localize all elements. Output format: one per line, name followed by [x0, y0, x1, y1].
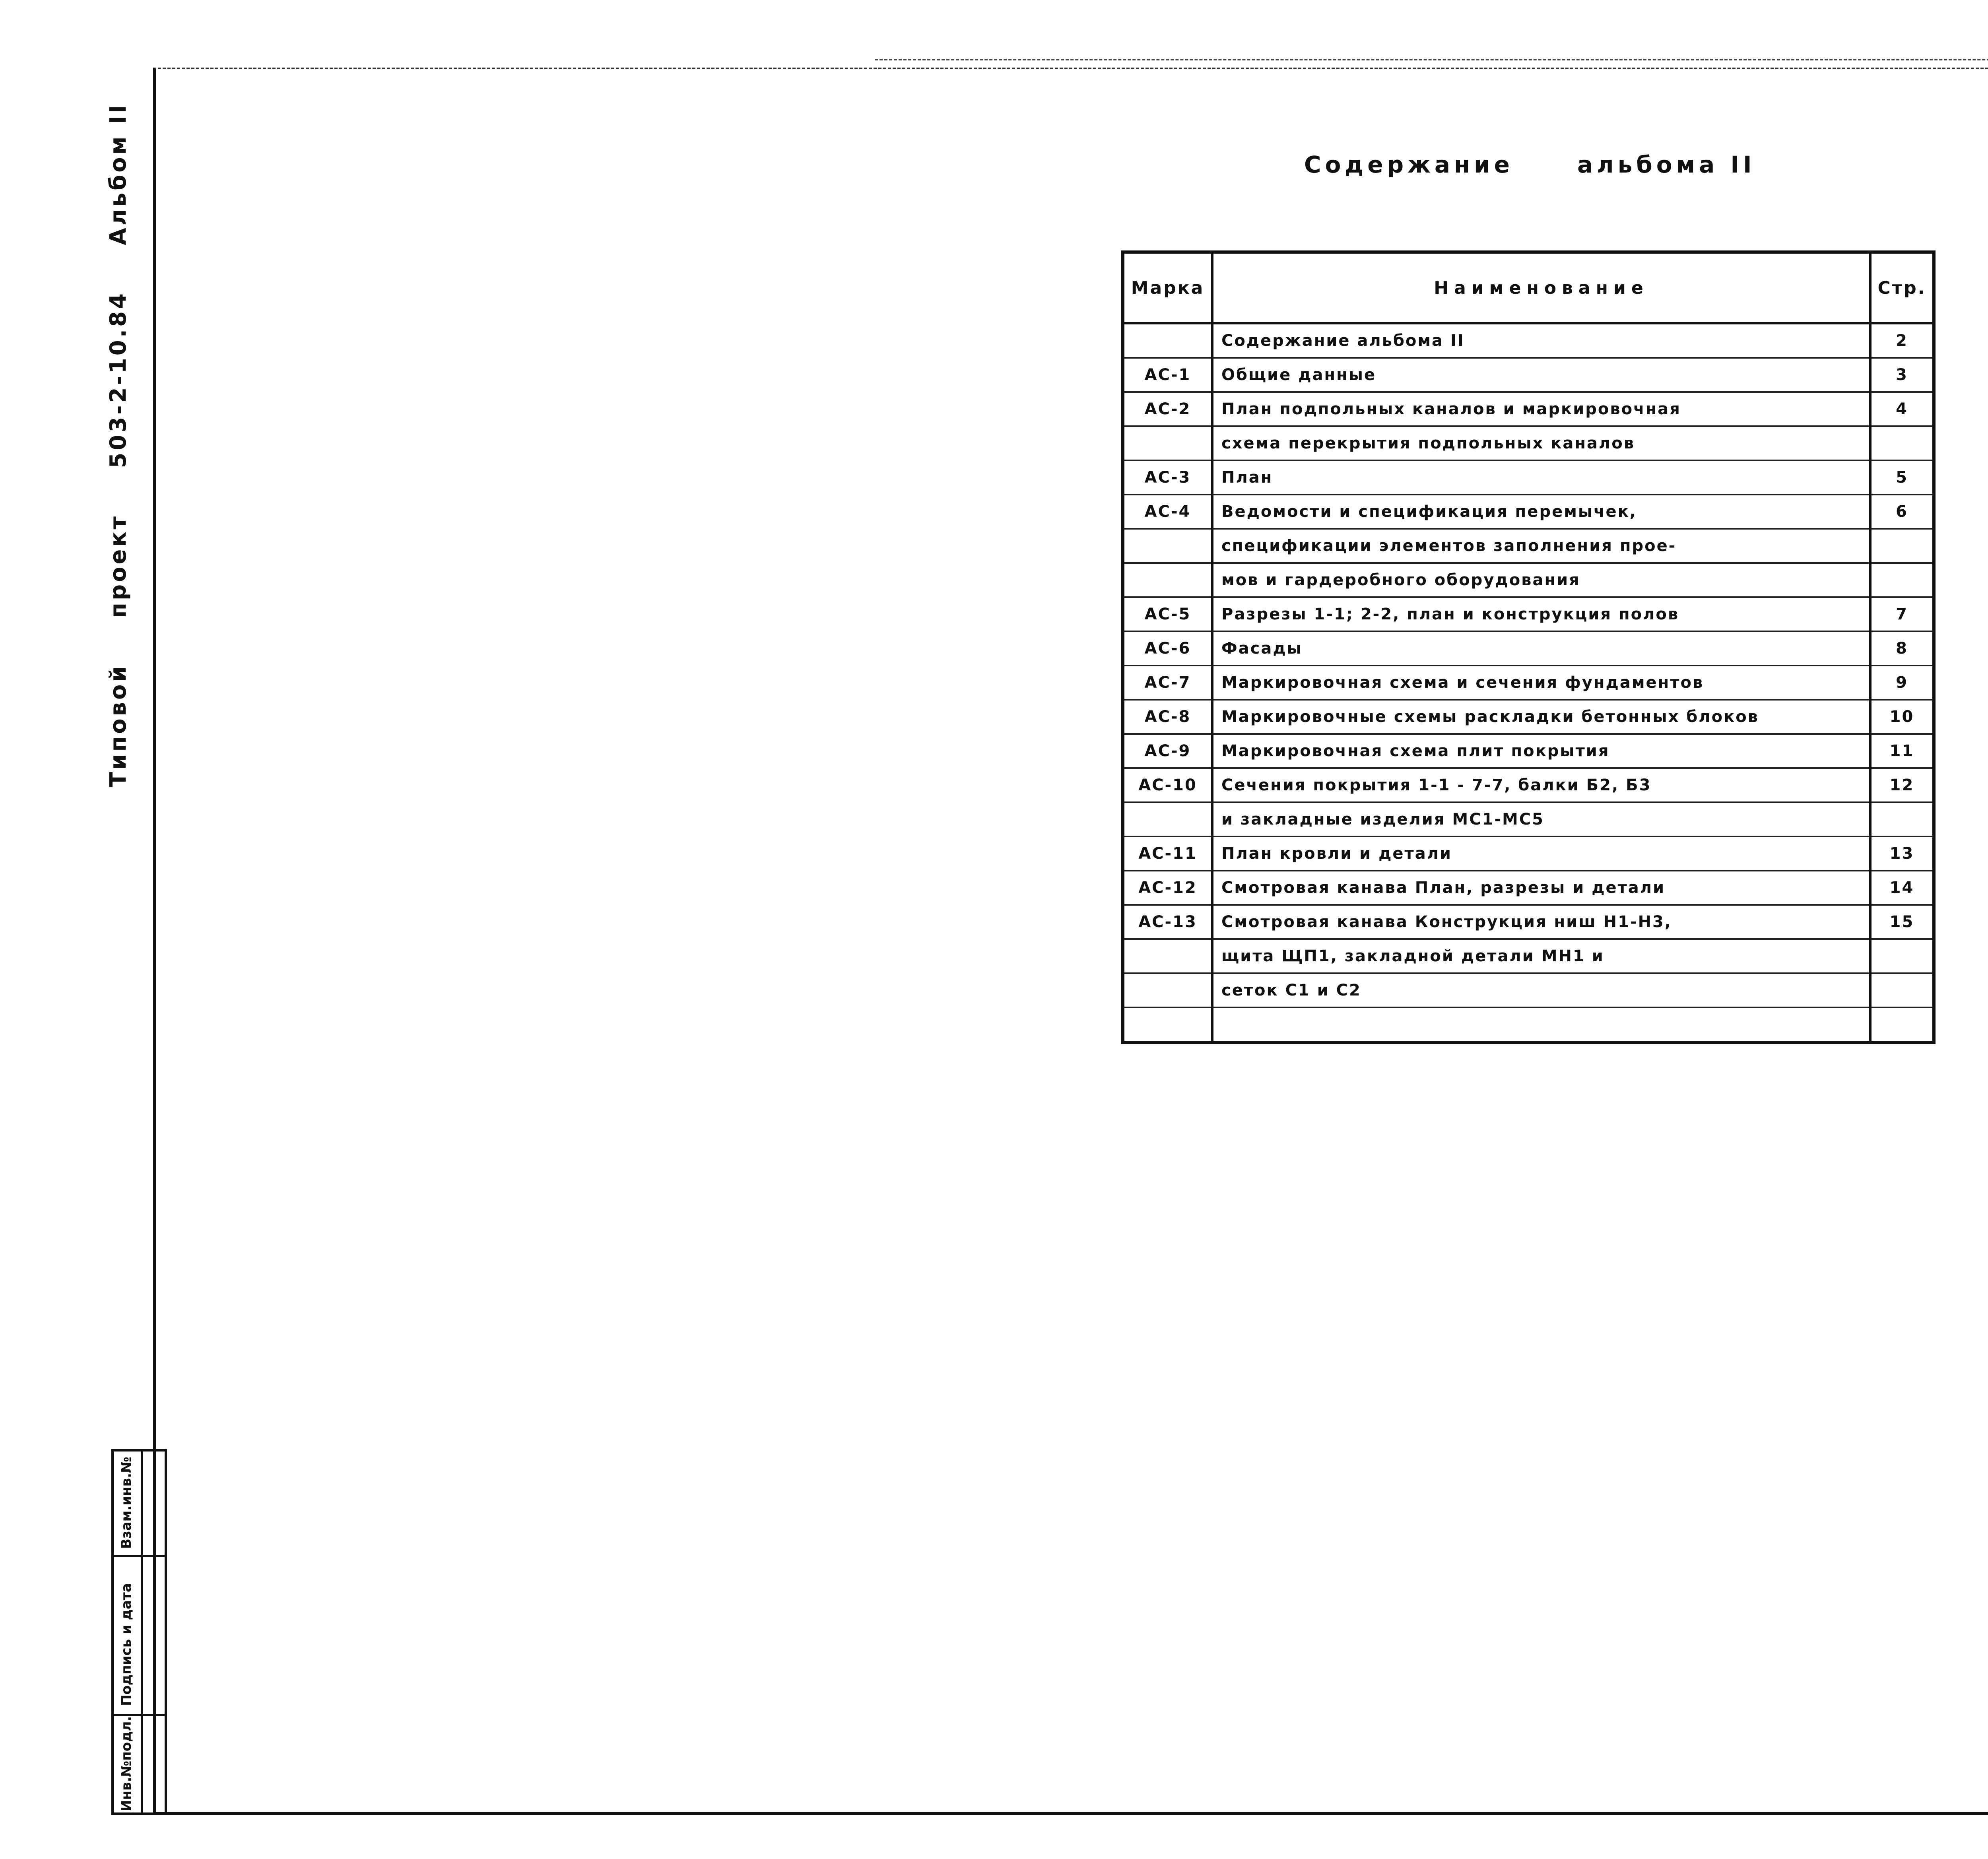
- row-name: Содержание альбома II: [1212, 323, 1870, 358]
- row-name: Маркировочные схемы раскладки бетонных блоков: [1212, 700, 1870, 734]
- side-label-part2: проект: [105, 514, 131, 618]
- side-label-part3: 503-2-10.84: [105, 291, 131, 468]
- row-name: Маркировочная схема и сечения фундаментов: [1212, 666, 1870, 700]
- row-page: 10: [1870, 700, 1934, 734]
- table-row: [1123, 529, 1934, 563]
- row-page: 4: [1870, 392, 1934, 426]
- side-label-part4: Альбом II: [105, 103, 131, 245]
- row-page: 6: [1870, 495, 1934, 529]
- table-row: [1123, 358, 1934, 392]
- table-row: [1123, 768, 1934, 802]
- row-mark: [1123, 802, 1212, 836]
- row-page: 3: [1870, 358, 1934, 392]
- stamp-inv-no: Инв.№подл.: [118, 1716, 134, 1811]
- row-page: 8: [1870, 631, 1934, 666]
- header-name: Наименование: [1212, 252, 1870, 323]
- row-page: 11: [1870, 734, 1934, 768]
- row-page: [1870, 1007, 1934, 1042]
- row-mark: АС-11: [1123, 836, 1212, 871]
- row-mark: АС-4: [1123, 495, 1212, 529]
- title-part2: альбома II: [1577, 151, 1756, 178]
- row-mark: АС-12: [1123, 871, 1212, 905]
- row-mark: [1123, 529, 1212, 563]
- table-row: [1123, 802, 1934, 836]
- row-name: Маркировочная схема плит покрытия: [1212, 734, 1870, 768]
- row-name: щита ЩП1, закладной детали МН1 и: [1212, 939, 1870, 973]
- row-page: [1870, 939, 1934, 973]
- table-row: [1123, 905, 1934, 939]
- contents-table: [1121, 250, 1936, 1044]
- side-project-label: [105, 67, 131, 787]
- table-row: [1123, 631, 1934, 666]
- row-page: 14: [1870, 871, 1934, 905]
- row-mark: АС-2: [1123, 392, 1212, 426]
- row-name: схема перекрытия подпольных каналов: [1212, 426, 1870, 460]
- row-page: 15: [1870, 905, 1934, 939]
- table-row: [1123, 871, 1934, 905]
- row-name: и закладные изделия МС1-МС5: [1212, 802, 1870, 836]
- row-mark: [1123, 939, 1212, 973]
- row-page: 12: [1870, 768, 1934, 802]
- table-row: [1123, 700, 1934, 734]
- table-row: [1123, 973, 1934, 1007]
- row-name: Разрезы 1-1; 2-2, план и конструкция полов: [1212, 597, 1870, 631]
- table-row: [1123, 597, 1934, 631]
- stamp-sign-date: Подпись и дата: [118, 1583, 134, 1706]
- table-row: [1123, 323, 1934, 358]
- table-row: [1123, 426, 1934, 460]
- row-page: 7: [1870, 597, 1934, 631]
- row-mark: АС-6: [1123, 631, 1212, 666]
- title-part1: Содержание: [1304, 151, 1514, 178]
- row-name: сеток С1 и С2: [1212, 973, 1870, 1007]
- row-page: [1870, 426, 1934, 460]
- row-mark: АС-8: [1123, 700, 1212, 734]
- row-name: Общие данные: [1212, 358, 1870, 392]
- row-page: [1870, 529, 1934, 563]
- table-row: [1123, 939, 1934, 973]
- header-mark: Марка: [1123, 252, 1212, 323]
- side-label-part1: Типовой: [105, 664, 131, 787]
- row-mark: [1123, 973, 1212, 1007]
- row-mark: АС-7: [1123, 666, 1212, 700]
- table-row: [1123, 495, 1934, 529]
- row-mark: АС-9: [1123, 734, 1212, 768]
- row-page: 5: [1870, 460, 1934, 495]
- row-name: Фасады: [1212, 631, 1870, 666]
- row-mark: АС-10: [1123, 768, 1212, 802]
- frame-top-dashed-line: [875, 59, 1988, 60]
- table-row: [1123, 460, 1934, 495]
- approval-stamp: [111, 1449, 167, 1815]
- row-name: Ведомости и спецификация перемычек,: [1212, 495, 1870, 529]
- row-mark: АС-3: [1123, 460, 1212, 495]
- row-name: Сечения покрытия 1-1 - 7-7, балки Б2, Б3: [1212, 768, 1870, 802]
- row-page: [1870, 802, 1934, 836]
- row-name: План кровли и детали: [1212, 836, 1870, 871]
- table-row: [1123, 734, 1934, 768]
- table-row: [1123, 1007, 1934, 1042]
- row-page: 2: [1870, 323, 1934, 358]
- row-page: 9: [1870, 666, 1934, 700]
- row-page: [1870, 973, 1934, 1007]
- row-mark: АС-1: [1123, 358, 1212, 392]
- table-row: [1123, 666, 1934, 700]
- row-name: План: [1212, 460, 1870, 495]
- stamp-replace-inv: Взам.инв.№: [118, 1457, 134, 1549]
- header-page: Стр.: [1870, 252, 1934, 323]
- table-row: [1123, 836, 1934, 871]
- row-mark: АС-13: [1123, 905, 1212, 939]
- row-name: [1212, 1007, 1870, 1042]
- row-mark: [1123, 563, 1212, 597]
- table-row: [1123, 392, 1934, 426]
- row-name: План подпольных каналов и маркировочная: [1212, 392, 1870, 426]
- row-mark: [1123, 426, 1212, 460]
- row-name: Смотровая канава Конструкция ниш Н1-Н3,: [1212, 905, 1870, 939]
- row-page: [1870, 563, 1934, 597]
- row-name: мов и гардеробного оборудования: [1212, 563, 1870, 597]
- row-mark: АС-5: [1123, 597, 1212, 631]
- row-name: Смотровая канава План, разрезы и детали: [1212, 871, 1870, 905]
- row-name: спецификации элементов заполнения прое-: [1212, 529, 1870, 563]
- table-row: [1123, 563, 1934, 597]
- row-page: 13: [1870, 836, 1934, 871]
- page-title: [1304, 151, 1756, 178]
- row-mark: [1123, 323, 1212, 358]
- row-mark: [1123, 1007, 1212, 1042]
